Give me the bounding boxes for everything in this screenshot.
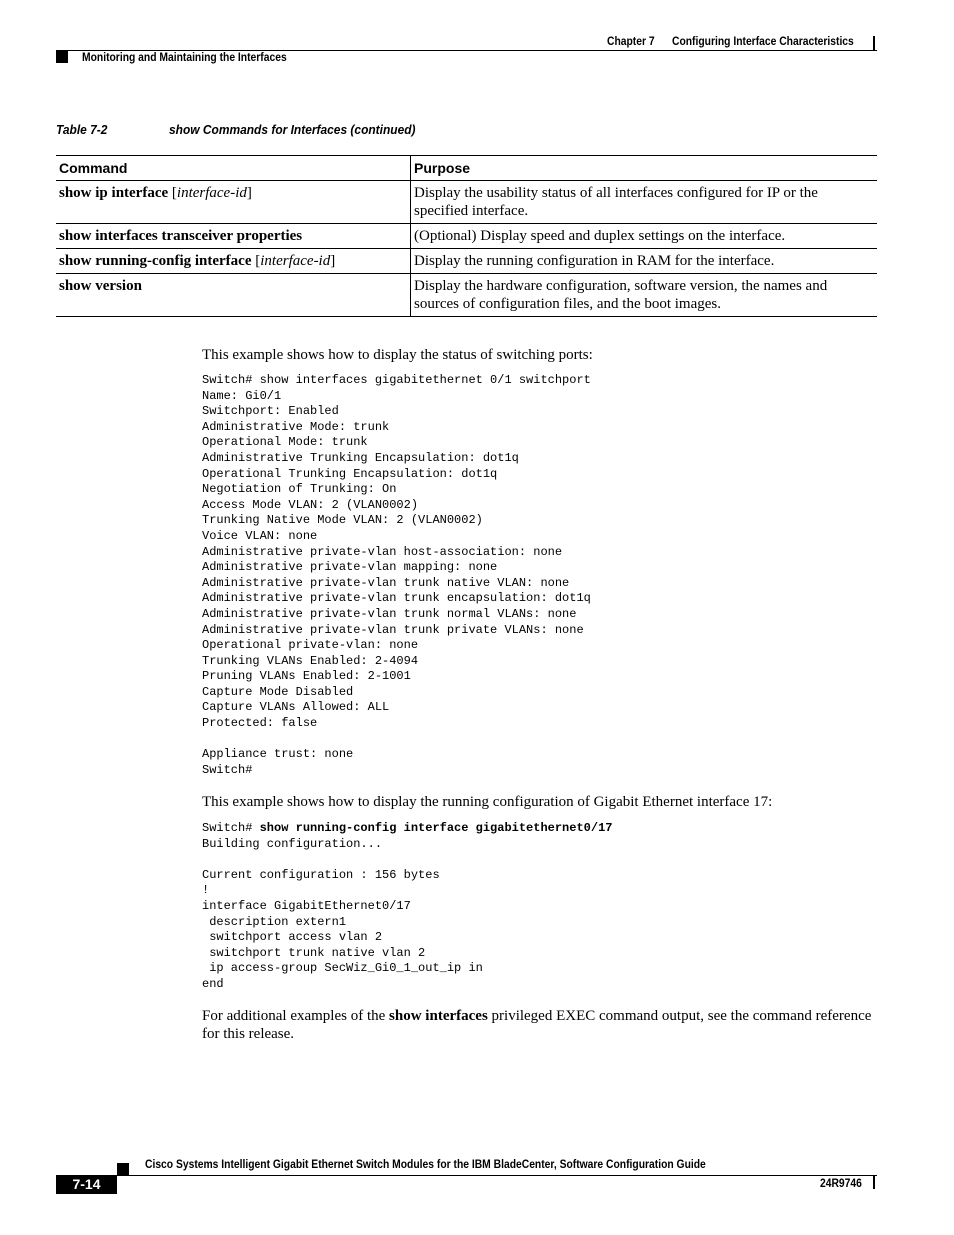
table-label: Table 7-2 bbox=[56, 122, 108, 137]
arg-bracket-close: ] bbox=[246, 185, 252, 201]
paragraph-running-config-example: This example shows how to display the running configuration of Gigabit Ethernet interface 17: bbox=[202, 794, 773, 810]
code-prompt: Switch# bbox=[202, 821, 260, 835]
header-chapter-title: Configuring Interface Characteristics bbox=[672, 34, 854, 48]
header-section: Monitoring and Maintaining the Interfaces bbox=[82, 50, 287, 64]
footer-doc-id: 24R9746 bbox=[820, 1176, 862, 1190]
footer-square bbox=[117, 1163, 129, 1175]
table-row bbox=[56, 181, 877, 224]
footer-rule bbox=[56, 1175, 877, 1176]
paragraph-switchport-example: This example shows how to display the status of switching ports: bbox=[202, 347, 593, 363]
purpose-cell: Display the running configuration in RAM for the interface. bbox=[414, 253, 775, 269]
column-header-purpose: Purpose bbox=[414, 160, 471, 176]
command-arg: interface-id bbox=[176, 185, 247, 201]
table-row bbox=[56, 249, 877, 274]
text-after: privileged EXEC command output, see the command reference for this release. bbox=[202, 1008, 872, 1042]
code-output: Building configuration... Current configuration : 156 bytes ! interface GigabitEthernet0/17 description extern1 switchport access vlan 2 switchport trunk native vlan 2 ip access-group SecWiz_Gi0_1_out_ip in end bbox=[202, 836, 483, 991]
arg-bracket-open: [ bbox=[251, 253, 261, 269]
footer-bar-right bbox=[873, 1175, 875, 1189]
command-name: show ip interface bbox=[59, 185, 169, 201]
table-title: show Commands for Interfaces (continued) bbox=[169, 122, 416, 137]
code-block-switchport: Switch# show interfaces gigabitethernet 0/1 switchport Name: Gi0/1 Switchport: Enabled Administrative Mode: trunk Operational Mode: trunk Administrative Trunking Encapsulation: dot1q Operational Trunking Encapsulation: dot1q Negotiation of Trunking: On Access Mode VLAN: 2 (VLAN0002) Trunking Native Mode VLAN: 2 (VLAN0002) Voice VLAN: none Administrative private-vlan host-association: none Administrative private-vlan mapping: none Administrative private-vlan trunk native VLAN: none Administrative private-vlan trunk encapsulation: dot1q Administrative private-vlan trunk normal VLANs: none Administrative private-vlan trunk private VLANs: none Operational private-vlan: none Trunking VLANs Enabled: 2-4094 Pruning VLANs Enabled: 2-1001 Capture Mode Disabled Capture VLANs Allowed: ALL Protected: false Appliance trust: none Switch# bbox=[202, 373, 591, 777]
command-cell bbox=[56, 274, 411, 317]
table-row bbox=[56, 224, 877, 249]
code-command: show running-config interface gigabitethernet0/17 bbox=[259, 821, 613, 835]
column-header-command: Command bbox=[56, 156, 411, 181]
purpose-cell: Display the hardware configuration, software version, the names and sources of configuration files, and the boot images. bbox=[414, 278, 828, 312]
footer-title: Cisco Systems Intelligent Gigabit Ethernet Switch Modules for the IBM BladeCenter, Software Configuration Guide bbox=[145, 1157, 706, 1171]
command-cell bbox=[56, 249, 411, 274]
header-chapter: Chapter 7 bbox=[607, 34, 655, 48]
text-before: For additional examples of the bbox=[202, 1008, 390, 1024]
command-name: show version bbox=[59, 278, 142, 294]
purpose-cell: Display the usability status of all interfaces configured for IP or the specified interface. bbox=[414, 185, 818, 219]
command-reference: show interfaces bbox=[389, 1008, 488, 1024]
header-bar-right bbox=[873, 36, 875, 51]
table-header-row bbox=[56, 156, 877, 181]
command-cell bbox=[56, 181, 411, 224]
command-arg: interface-id bbox=[260, 253, 331, 269]
purpose-cell: (Optional) Display speed and duplex settings on the interface. bbox=[414, 228, 786, 244]
footer-page-number: 7-14 bbox=[72, 1176, 101, 1192]
command-name: show interfaces transceiver properties bbox=[59, 228, 303, 244]
command-name: show running-config interface bbox=[59, 253, 252, 269]
header-square bbox=[56, 51, 68, 63]
paragraph-additional-examples bbox=[202, 1007, 872, 1043]
table-row bbox=[56, 274, 877, 317]
arg-bracket-open: [ bbox=[168, 185, 177, 201]
command-cell bbox=[56, 224, 411, 249]
commands-table bbox=[56, 155, 877, 317]
code-block-running-config bbox=[202, 821, 612, 993]
arg-bracket-close: ] bbox=[330, 253, 336, 269]
